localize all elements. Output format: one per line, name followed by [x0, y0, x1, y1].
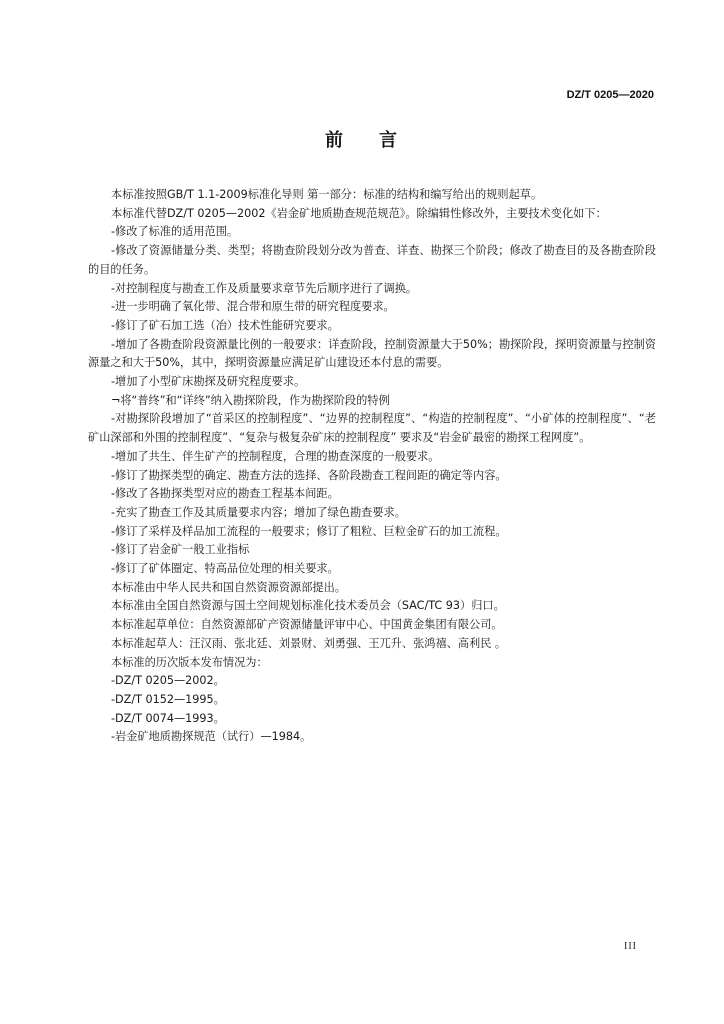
document-code: DZ/T 0205—2020	[566, 89, 654, 101]
change-item-scope: -修改了标准的适用范围。	[111, 225, 239, 239]
page-number: III	[624, 941, 637, 952]
change-item-associated-minerals: -增加了共生、伴生矿产的控制程度，合理的勘查深度的一般要求。	[111, 449, 440, 463]
change-item-sampling: -修订了采样及样品加工流程的一般要求；修订了粗粒、巨粒金矿石的加工流程。	[111, 524, 507, 538]
change-item-grid-spacing: -修改了各勘探类型对应的勘查工程基本间距。	[111, 487, 339, 501]
paragraph-replaces-standard: 本标准代替DZ/T 0205—2002《岩金矿地质勘查规范规范》。除编辑性修改外，主要技术变化如下：	[111, 206, 607, 220]
paragraph-centralized-by: 本标准由全国自然资源与国土空间规划标准化技术委员会（SAC/TC 93）归口。	[111, 599, 505, 613]
change-item-classification: -修改了资源储量分类、类型；将勘查阶段划分改为普查、详查、勘探三个阶段；修改了勘查目的及各勘查阶段的目的任务。	[88, 244, 656, 276]
paragraph-drafting-rules: 本标准按照GB/T 1.1-2009标准化导则 第一部分：标准的结构和编写给出的规则起草。	[111, 188, 543, 201]
change-item-ore-processing: -修订了矿石加工选（冶）技术性能研究要求。	[111, 318, 339, 332]
change-item-oxidation-zones: -进一步明确了氧化带、混合带和原生带的研究程度要求。	[111, 300, 395, 314]
edition-item-1993: -DZ/T 0074—1993。	[111, 711, 225, 725]
change-item-chapter-order: -对控制程度与勘查工作及质量要求章节先后顺序进行了调换。	[111, 281, 418, 295]
change-item-resource-ratio: -增加了各勘查阶段资源量比例的一般要求：详查阶段，控制资源量大于50%；勘探阶段，探明资源量与控制资源量之和大于50%，其中，探明资源量应满足矿山建设还本付息的需要。	[88, 337, 656, 370]
paragraph-edition-history: 本标准的历次版本发布情况为：	[111, 655, 268, 669]
change-item-orebody-delineation: -修订了矿体圈定、特高品位处理的相关要求。	[111, 562, 339, 576]
change-item-control-degree: -对勘探阶段增加了“首采区的控制程度”、“边界的控制程度”、“构造的控制程度”、“小矿体的控制程度”、“老矿山深部和外围的控制程度”、“复杂与极复杂矿床的控制程度” 要求及“岩金矿最密的勘探工程网度”。	[88, 412, 656, 445]
edition-item-1995: -DZ/T 0152—1995。	[111, 692, 225, 706]
change-item-special-cases: ¬将“普终”和“详终”纳入勘探阶段，作为勘探阶段的特例	[111, 393, 390, 407]
change-item-quality-requirements: -充实了勘查工作及其质量要求内容；增加了绿色勘查要求。	[111, 505, 406, 519]
change-item-industrial-index: -修订了岩金矿一般工业指标	[111, 543, 250, 557]
change-item-small-deposit: -增加了小型矿床勘探及研究程度要求。	[111, 375, 306, 389]
foreword-body	[88, 186, 656, 747]
paragraph-proposed-by: 本标准由中华人民共和国自然资源资源部提出。	[111, 580, 346, 594]
change-item-exploration-type: -修订了勘探类型的确定、勘查方法的选择、各阶段勘查工程间距的确定等内容。	[111, 468, 507, 482]
page-title-char-1: 前	[325, 130, 345, 151]
page-title-char-2: 言	[379, 130, 399, 151]
paragraph-drafters: 本标准起草人：汪汉雨、张北廷、刘景财、刘勇强、王兀升、张鸿禧、高利民 。	[111, 636, 507, 650]
page-title	[0, 126, 724, 152]
edition-item-1984: -岩金矿地质勘探规范（试行）—1984。	[111, 730, 312, 744]
edition-item-2002: -DZ/T 0205—2002。	[111, 674, 225, 688]
paragraph-drafting-units: 本标准起草单位：自然资源部矿产资源储量评审中心、中国黄金集团有限公司。	[111, 618, 503, 632]
